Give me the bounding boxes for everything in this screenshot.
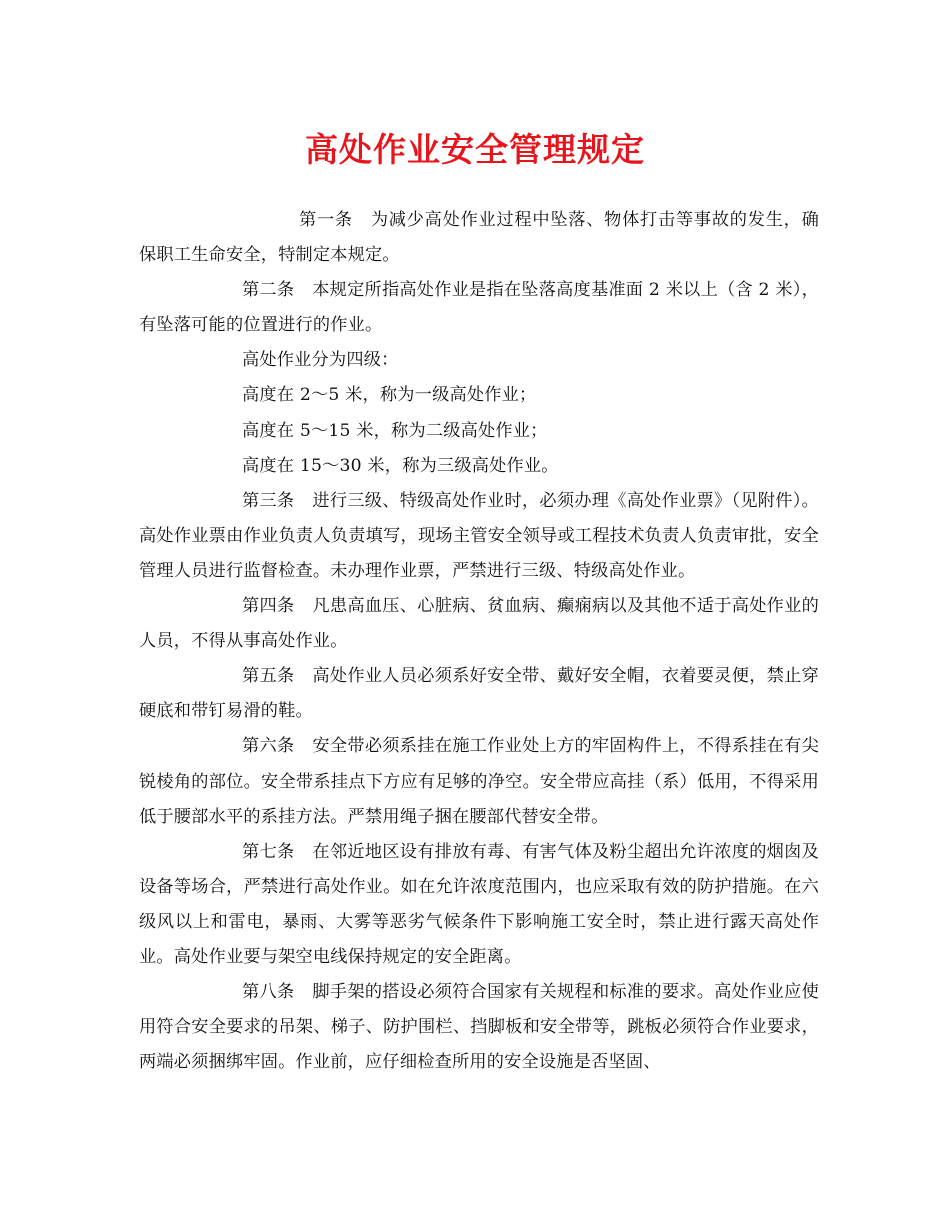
article-number: 第八条: [242, 982, 295, 1003]
article-text: 为减少高处作业过程中坠落、物体打击等事故的发生，确保职工生命安全，特制定本规定。: [139, 210, 819, 266]
article-number: 第六条: [242, 736, 295, 757]
article-text: 在邻近地区设有排放有毒、有害气体及粉尘超出允许浓度的烟囱及设备等场合，严禁进行高处作业。如在允许浓度范围内，也应采取有效的防护措施。在六级风以上和雷电，暴雨、大雾等恶劣气候条件下影响施工安全时，禁止进行露天高处作业。高处作业要与架空电线保持规定的安全距离。: [139, 841, 819, 967]
grade-item-3: 高度在 15～30 米，称为三级高处作业。: [242, 455, 559, 476]
article-2: [139, 273, 819, 343]
grade-item-2: 高度在 5～15 米，称为二级高处作业；: [242, 420, 548, 441]
article-5: [139, 659, 819, 729]
grade-heading: 高处作业分为四级：: [242, 350, 399, 371]
article-text: 脚手架的搭设必须符合国家有关规程和标准的要求。高处作业应使用符合安全要求的吊架、梯子、防护围栏、挡脚板和安全带等，跳板必须符合作业要求，两端必须捆绑牢固。作业前，应仔细检查所用的安全设施是否坚固、: [139, 982, 819, 1073]
article-number: 第一条: [299, 210, 353, 230]
article-3: [139, 484, 819, 589]
article-text: 安全带必须系挂在施工作业处上方的牢固构件上，不得系挂在有尖锐棱角的部位。安全带系挂点下方应有足够的净空。安全带应高挂（系）低用，不得采用低于腰部水平的系挂方法。严禁用绳子捆在腰部代替安全带。: [139, 736, 819, 827]
article-text: 高处作业人员必须系好安全带、戴好安全帽，衣着要灵便，禁止穿硬底和带钉易滑的鞋。: [139, 666, 819, 722]
article-text: 凡患高血压、心脏病、贫血病、癫痫病以及其他不适于高处作业的人员，不得从事高处作业。: [139, 596, 819, 652]
article-1: [139, 203, 819, 273]
article-number: 第三条: [242, 490, 295, 511]
article-8: [139, 975, 819, 1080]
document-body: [139, 203, 819, 1080]
article-6: [139, 729, 819, 834]
document-title: 高处作业安全管理规定: [305, 130, 645, 169]
article-number: 第四条: [242, 596, 295, 617]
article-4: [139, 589, 819, 659]
article-number: 第五条: [242, 666, 295, 687]
article-number: 第二条: [242, 280, 295, 301]
article-number: 第七条: [242, 841, 295, 862]
grade-item-1: 高度在 2～5 米，称为一级高处作业；: [242, 385, 537, 406]
article-text: 进行三级、特级高处作业时，必须办理《高处作业票》（见附件）。高处作业票由作业负责人负责填写，现场主管安全领导或工程技术负责人负责审批，安全管理人员进行监督检查。未办理作业票，严禁进行三级、特级高处作业。: [139, 490, 819, 581]
article-7: [139, 835, 819, 975]
article-text: 本规定所指高处作业是指在坠落高度基准面 2 米以上（含 2 米），有坠落可能的位置进行的作业。: [139, 280, 819, 336]
